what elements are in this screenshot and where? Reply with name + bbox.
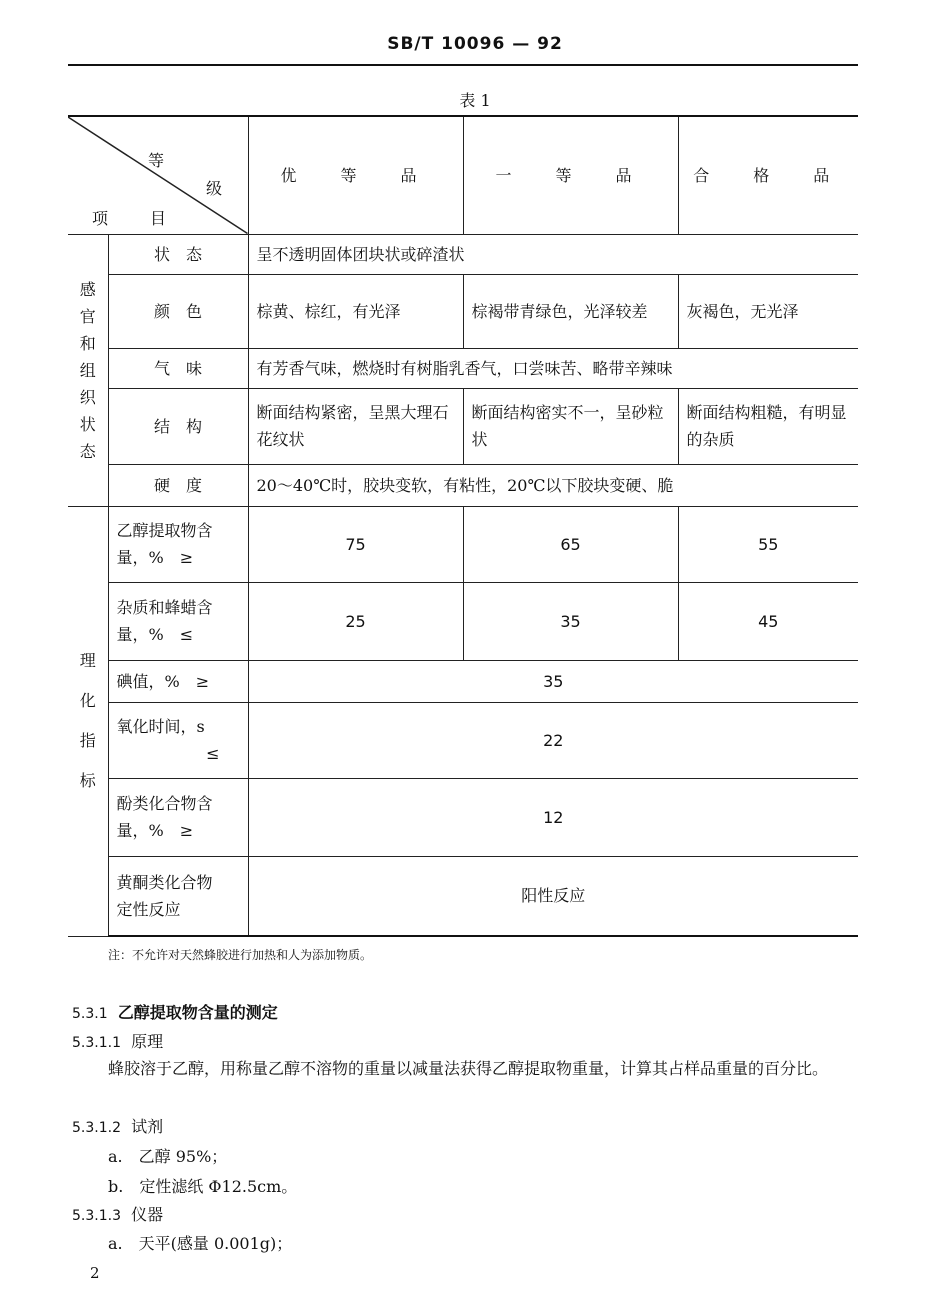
- page-number: 2: [90, 1264, 100, 1282]
- header-corner-cell: [68, 116, 248, 234]
- item-color: 颜 色: [108, 274, 248, 348]
- value-structure-1: 断面结构紧密，呈黑大理石花纹状: [248, 388, 463, 464]
- value-structure-3: 断面结构粗糙，有明显的杂质: [678, 388, 858, 464]
- section-5-3-1: 5.3.1 乙醇提取物含量的测定: [72, 1003, 278, 1022]
- value-smell: 有芳香气味，燃烧时有树脂乳香气，口尝味苦、略带辛辣味: [248, 348, 858, 388]
- table-note: 注：不允许对天然蜂胶进行加热和人为添加物质。: [108, 948, 373, 962]
- item-flavonoid: 黄酮类化合物 定性反应: [108, 856, 248, 936]
- reagent-item-a: a. 乙醇 95%；: [108, 1147, 228, 1166]
- grade-header-2: 一 等 品: [463, 116, 678, 234]
- section-5-3-1-2: 5.3.1.2 试剂: [72, 1117, 164, 1136]
- value-state: 呈不透明固体团块状或碎渣状: [248, 234, 858, 274]
- instrument-item-a: a. 天平(感量 0.001g)；: [108, 1234, 293, 1253]
- value-impurity-2: 35: [463, 582, 678, 660]
- header-rule: [68, 64, 858, 66]
- item-state: 状 态: [108, 234, 248, 274]
- value-color-2: 棕褐带青绿色，光泽较差: [463, 274, 678, 348]
- section-5-3-1-1: 5.3.1.1 原理: [72, 1032, 164, 1051]
- value-iodine: 35: [248, 660, 858, 702]
- table-caption: 表 1: [459, 91, 491, 110]
- grade-header-3: 合 格 品: [678, 116, 858, 234]
- value-color-3: 灰褐色，无光泽: [678, 274, 858, 348]
- section-5-3-1-3: 5.3.1.3 仪器: [72, 1205, 164, 1224]
- corner-grade-2: 级: [206, 179, 223, 198]
- item-iodine: 碘值，% ≥: [108, 660, 248, 702]
- corner-item-1: 项: [92, 209, 109, 228]
- item-ethanol-extract: 乙醇提取物含 量，% ≥: [108, 506, 248, 582]
- value-impurity-1: 25: [248, 582, 463, 660]
- item-phenolic: 酚类化合物含 量，% ≥: [108, 778, 248, 856]
- grade-table: [68, 115, 858, 937]
- document-code: SB/T 10096 — 92: [387, 34, 563, 54]
- item-structure: 结 构: [108, 388, 248, 464]
- grade-header-1: 优 等 品: [248, 116, 463, 234]
- value-hardness: 20～40℃时，胶块变软，有粘性，20℃以下胶块变硬、脆: [248, 464, 858, 506]
- item-oxidation-time: 氧化时间，s ≤: [108, 702, 248, 778]
- value-oxidation-time: 22: [248, 702, 858, 778]
- item-impurity-wax: 杂质和蜂蜡含 量，% ≤: [108, 582, 248, 660]
- value-phenolic: 12: [248, 778, 858, 856]
- value-flavonoid: 阳性反应: [248, 856, 858, 936]
- value-color-1: 棕黄、棕红，有光泽: [248, 274, 463, 348]
- group-sensory: 感官和组织状态: [68, 234, 108, 506]
- value-ethanol-3: 55: [678, 506, 858, 582]
- principle-paragraph: 蜂胶溶于乙醇，用称量乙醇不溶物的重量以减量法获得乙醇提取物重量，计算其占样品重量的百分比。: [108, 1059, 829, 1078]
- group-chemical: 理化指标: [68, 506, 108, 936]
- value-impurity-3: 45: [678, 582, 858, 660]
- value-ethanol-1: 75: [248, 506, 463, 582]
- item-hardness: 硬 度: [108, 464, 248, 506]
- value-structure-2: 断面结构密实不一，呈砂粒状: [463, 388, 678, 464]
- value-ethanol-2: 65: [463, 506, 678, 582]
- reagent-item-b: b. 定性滤纸 Φ12.5cm。: [108, 1177, 298, 1196]
- corner-item-2: 目: [150, 209, 167, 228]
- corner-grade-1: 等: [148, 151, 165, 170]
- item-smell: 气 味: [108, 348, 248, 388]
